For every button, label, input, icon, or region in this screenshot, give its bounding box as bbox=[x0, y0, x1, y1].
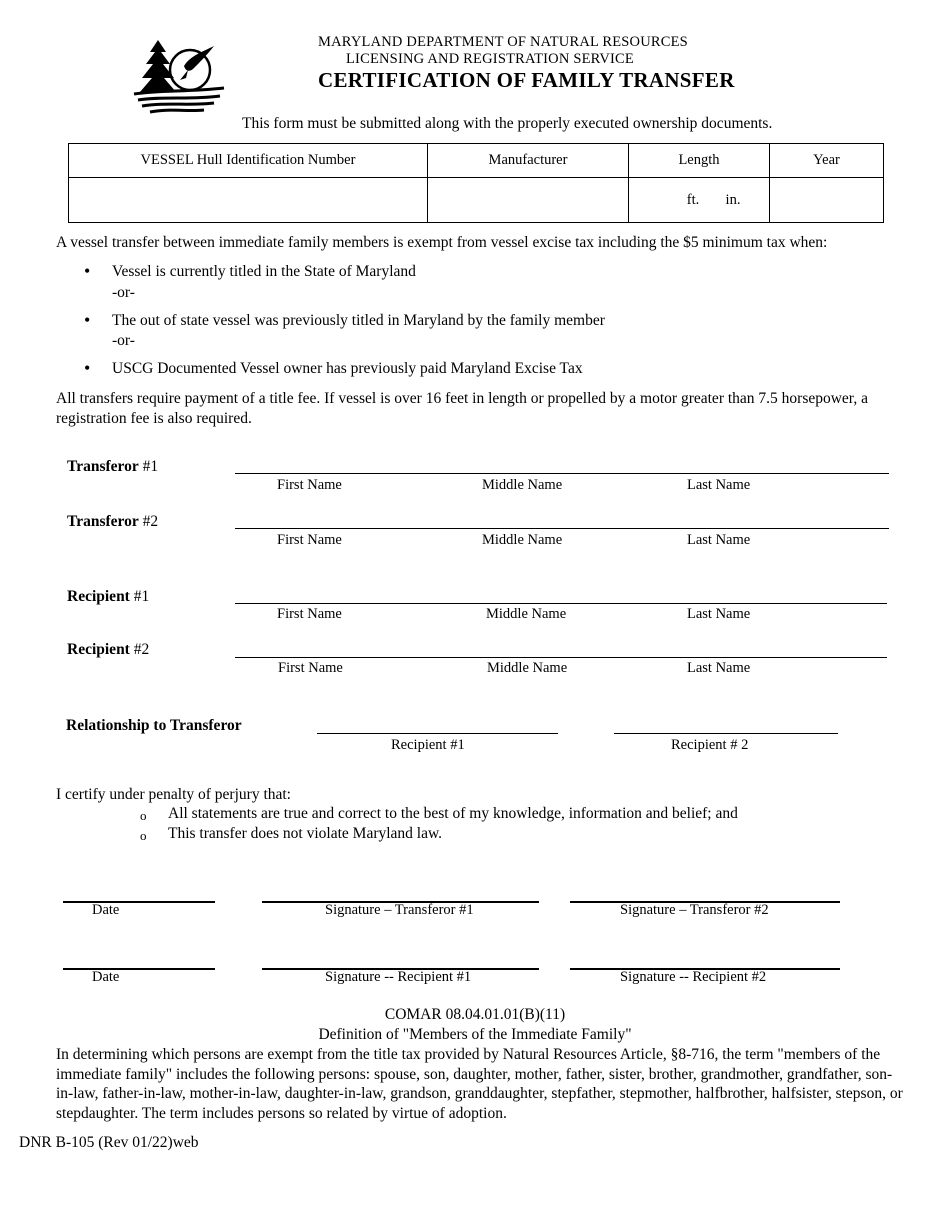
inches-unit: in. bbox=[725, 191, 741, 208]
length-header: Length bbox=[629, 144, 770, 178]
date-caption: Date bbox=[92, 969, 120, 985]
middle-name-caption: Middle Name bbox=[482, 477, 563, 493]
manufacturer-field[interactable] bbox=[428, 178, 629, 223]
or-separator: -or- bbox=[112, 332, 135, 349]
recipient-1-label: Recipient #1 bbox=[67, 588, 150, 605]
year-header: Year bbox=[770, 144, 884, 178]
recipient-2-label: Recipient #2 bbox=[67, 641, 150, 658]
relationship-label: Relationship to Transferor bbox=[66, 717, 242, 734]
form-number: DNR B-105 (Rev 01/22)web bbox=[19, 1134, 199, 1151]
last-name-caption: Last Name bbox=[687, 477, 751, 493]
comar-body: In determining which persons are exempt from the title tax provided by Natural Resources Article, §8-716, the term "members of the immediate family" includes the following persons: spouse, son, daughter, mother, father, sister, brother, grandmother, grandfather, son-in-law, father-in-law, mother-in-law, daughter-in-law, grandson, granddaughter, stepfather, stepmother, halfbrother, halfsister, stepson, or stepdaughter. The term includes persons so related by virtue of adoption. bbox=[56, 1046, 903, 1122]
bullet-icon: • bbox=[84, 358, 91, 378]
first-name-caption: First Name bbox=[277, 606, 342, 622]
or-separator: -or- bbox=[112, 284, 135, 301]
exemption-item-3: USCG Documented Vessel owner has previously paid Maryland Excise Tax bbox=[112, 360, 583, 377]
certify-item-2: This transfer does not violate Maryland law. bbox=[168, 825, 443, 842]
year-field[interactable] bbox=[770, 178, 884, 223]
vessel-info-table bbox=[68, 143, 884, 223]
transferor-1-label: Transferor #1 bbox=[67, 458, 159, 475]
relationship-recipient-1-caption: Recipient #1 bbox=[391, 737, 465, 753]
middle-name-caption: Middle Name bbox=[487, 660, 568, 676]
date-field-1[interactable] bbox=[63, 901, 215, 903]
signature-transferor-2-caption: Signature – Transferor #2 bbox=[620, 902, 769, 918]
circle-bullet-icon: o bbox=[140, 828, 147, 843]
bullet-icon: • bbox=[84, 310, 91, 330]
relationship-recipient-2-caption: Recipient # 2 bbox=[671, 737, 749, 753]
comar-citation: COMAR 08.04.01.01(B)(11) bbox=[384, 1006, 566, 1023]
last-name-caption: Last Name bbox=[687, 532, 751, 548]
feet-unit: ft. bbox=[686, 191, 700, 208]
signature-recipient-2-caption: Signature -- Recipient #2 bbox=[620, 969, 767, 985]
fee-note: All transfers require payment of a title fee. If vessel is over 16 feet in length or propelled by a motor greater than 7.5 horsepower, a registration fee is also required. bbox=[56, 390, 868, 427]
first-name-caption: First Name bbox=[277, 477, 342, 493]
department-name: MARYLAND DEPARTMENT OF NATURAL RESOURCES bbox=[318, 34, 688, 50]
middle-name-caption: Middle Name bbox=[486, 606, 567, 622]
date-field-2[interactable] bbox=[63, 968, 215, 970]
length-field[interactable] bbox=[629, 178, 770, 223]
date-caption: Date bbox=[92, 902, 120, 918]
instruction-text: This form must be submitted along with the properly executed ownership documents. bbox=[242, 115, 773, 132]
circle-bullet-icon: o bbox=[140, 808, 147, 823]
signature-recipient-1-caption: Signature -- Recipient #1 bbox=[325, 969, 472, 985]
first-name-caption: First Name bbox=[277, 532, 342, 548]
certify-intro: I certify under penalty of perjury that: bbox=[56, 786, 291, 803]
bullet-icon: • bbox=[84, 261, 91, 281]
middle-name-caption: Middle Name bbox=[482, 532, 563, 548]
comar-heading: Definition of "Members of the Immediate Family" bbox=[318, 1026, 632, 1043]
signature-transferor-1-caption: Signature – Transferor #1 bbox=[325, 902, 474, 918]
recipient-2-name-field[interactable] bbox=[235, 657, 887, 658]
exemption-item-2: The out of state vessel was previously titled in Maryland by the family member bbox=[112, 312, 605, 329]
hull-id-header: VESSEL Hull Identification Number bbox=[69, 144, 428, 178]
last-name-caption: Last Name bbox=[687, 606, 751, 622]
recipient-1-name-field[interactable] bbox=[235, 603, 887, 604]
page-title: CERTIFICATION OF FAMILY TRANSFER bbox=[318, 68, 735, 92]
certify-item-1: All statements are true and correct to the best of my knowledge, information and belief; and bbox=[168, 805, 738, 822]
last-name-caption: Last Name bbox=[687, 660, 751, 676]
exemption-item-1: Vessel is currently titled in the State of Maryland bbox=[112, 263, 416, 280]
manufacturer-header: Manufacturer bbox=[428, 144, 629, 178]
transferor-2-label: Transferor #2 bbox=[67, 513, 159, 530]
relationship-recipient-1-field[interactable] bbox=[317, 733, 558, 734]
transferor-2-name-field[interactable] bbox=[235, 528, 889, 529]
relationship-recipient-2-field[interactable] bbox=[614, 733, 838, 734]
first-name-caption: First Name bbox=[278, 660, 343, 676]
hull-id-field[interactable] bbox=[69, 178, 428, 223]
tree-water-logo-icon bbox=[128, 36, 228, 114]
transferor-1-name-field[interactable] bbox=[235, 473, 889, 474]
service-name: LICENSING AND REGISTRATION SERVICE bbox=[346, 51, 634, 67]
exemption-intro: A vessel transfer between immediate family members is exempt from vessel excise tax including the $5 minimum tax when: bbox=[56, 234, 828, 251]
